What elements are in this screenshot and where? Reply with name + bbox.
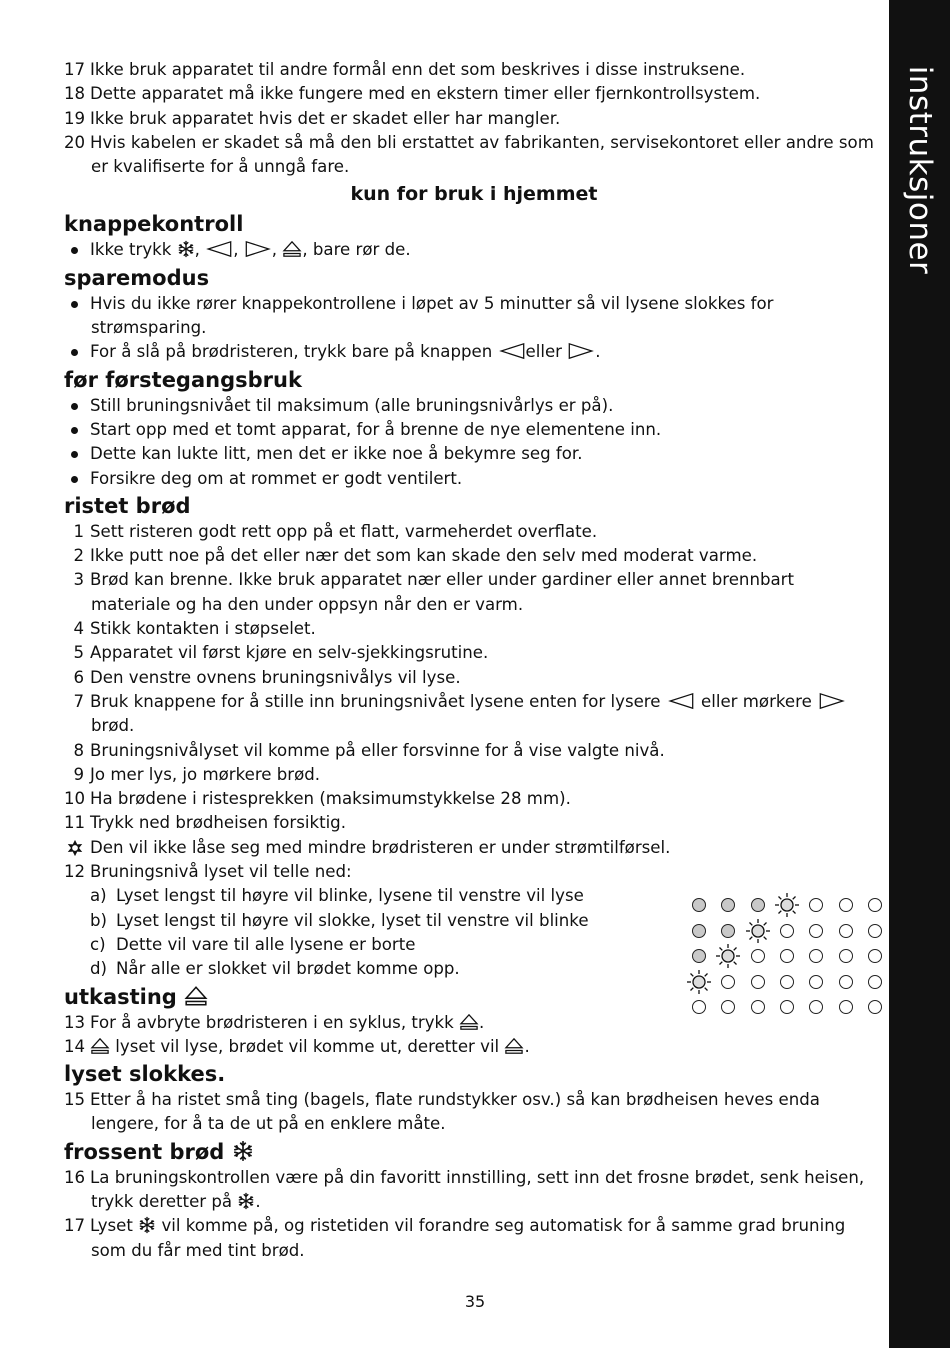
left-arrow-icon [666,692,696,710]
list-item: 8 Bruningsnivålyset vil komme på eller forsvinne for å vise valgte nivå. [73,740,665,760]
light-off [868,975,882,989]
list-item: 2 Ikke putt noe på det eller nær det som kan skade den selv med moderat varme. [73,546,758,566]
light-off [809,924,823,938]
eject-icon [459,1013,479,1031]
list-item: 7 Bruk knappene for å stille inn bruningsnivået lysene enten for lysere eller mørkere [64,690,884,714]
page-number: 35 [464,1292,486,1311]
list-item: 1 Sett risteren godt rett opp på et flatt, varmeherdet overflate. [73,521,598,541]
list-item: 4 Stikk kontakten i støpselet. [73,619,316,639]
light-off [780,975,794,989]
eject-icon [504,1037,524,1055]
section-heading: frossent brød [64,1137,884,1166]
bullet-item-continuation: strømsparing. [91,318,207,338]
bullet-dot [71,476,78,483]
list-item-continuation: trykk deretter på . [91,1191,261,1211]
blinking-light-icon [686,969,712,995]
list-item: 3 Brød kan brenne. Ikke bruk apparatet nær eller under gardiner eller annet brennbart [73,570,794,590]
section-heading: utkasting [64,982,884,1011]
sidebar-title: instruksjoner [901,65,938,275]
list-item-continuation: lengere, for å ta de ut på en enklere måte. [91,1114,446,1134]
light-off [839,898,853,912]
content [64,58,884,1263]
sub-item: d) Når alle er slokket vil brødet komme opp. [90,959,460,979]
blinking-light-icon [715,943,741,969]
list-item: 14 lyset vil lyse, brødet vil komme ut, deretter vil . [64,1036,530,1056]
light-on [751,898,765,912]
bullet-dot [71,349,78,356]
bullet-dot [71,403,78,410]
light-off [868,1000,882,1014]
eject-icon [282,240,302,258]
light-on [692,949,706,963]
list-item: 19 Ikke bruk apparatet hvis det er skadet eller har mangler. [64,108,561,128]
bullet-item: Forsikre deg om at rommet er godt ventilert. [64,467,884,491]
bullet-item: Dette kan lukte litt, men det er ikke noe å bekymre seg for. [64,442,884,466]
list-item: 9 Jo mer lys, jo mørkere brød. [73,764,321,784]
light-off [721,975,735,989]
section-heading: knappekontroll [64,212,244,237]
list-item: 12 Bruningsnivå lyset vil telle ned: [64,862,352,882]
light-off [780,949,794,963]
snowflake-icon [177,240,195,258]
bullet-item: For å slå på brødristeren, trykk bare på knappen eller . [64,340,884,364]
list-item-continuation: materiale og ha den under oppsyn når den er varm. [91,594,524,614]
light-off [809,975,823,989]
snowflake-icon [232,1140,254,1162]
bullet-dot [71,301,78,308]
left-arrow-icon [498,342,526,360]
section-heading: før førstegangsbruk [64,367,302,392]
list-item: 11 Trykk ned brødheisen forsiktig. [64,813,346,833]
light-off [780,924,794,938]
snowflake-icon [237,1192,255,1210]
blinking-light-icon [745,918,771,944]
light-off [839,1000,853,1014]
right-arrow-icon [817,692,847,710]
list-item-continuation: som du får med tint brød. [91,1240,305,1260]
list-item: 15 Etter å ha ristet små ting (bagels, flate rundstykker osv.) så kan brødheisen heves enda [64,1090,820,1110]
list-item: 6 Den venstre ovnens bruningsnivålys vil lyse. [73,667,461,687]
bullet-item: Start opp med et tomt apparat, for å brenne de nye elementene inn. [64,418,884,442]
blinking-light-icon [774,892,800,918]
light-off [780,1000,794,1014]
section-subtitle: kun for bruk i hjemmet [350,183,598,206]
list-item: 5 Apparatet vil først kjøre en selv-sjekkingsrutine. [73,643,489,663]
light-on [721,924,735,938]
light-off [868,898,882,912]
light-on [692,898,706,912]
eject-icon [184,985,208,1007]
light-off [751,949,765,963]
sub-item: c) Dette vil vare til alle lysene er borte [90,934,416,954]
bullet-dot [71,427,78,434]
light-on [692,924,706,938]
star-icon [66,839,84,857]
right-arrow-icon [244,240,272,258]
left-arrow-icon [205,240,233,258]
light-off [751,975,765,989]
list-item: 18 Dette apparatet må ikke fungere med en ekstern timer eller fjernkontrollsystem. [64,84,761,104]
list-item: 17 Lyset vil komme på, og ristetiden vil forandre seg automatisk for å samme grad bruning [64,1216,846,1236]
light-off [868,924,882,938]
list-item-continuation: brød. [91,716,135,736]
light-off [692,1000,706,1014]
light-off [868,949,882,963]
bullet-item: Ikke trykk , , , , bare rør de. [64,238,884,262]
list-item: 17 Ikke bruk apparatet til andre formål enn det som beskrives i disse instruksene. [64,60,746,79]
light-off [839,949,853,963]
section-heading: ristet brød [64,493,191,518]
sub-item: b) Lyset lengst til høyre vil slokke, lyset til venstre vil blinke [90,910,589,930]
list-item: 20 Hvis kabelen er skadet så må den bli erstattet av fabrikanten, servisekontoret eller andre som [64,132,874,152]
bullet-item: Still bruningsnivået til maksimum (alle bruningsnivårlys er på). [64,394,884,418]
right-arrow-icon [567,342,595,360]
warning-item: Den vil ikke låse seg med mindre brødristeren er under strømtilførsel. [64,836,884,860]
light-off [839,975,853,989]
eject-icon [90,1037,110,1055]
bullet-item: Hvis du ikke rører knappekontrollene i løpet av 5 minutter så vil lysene slokkes for [64,292,884,316]
section-heading: lyset slokkes. [64,1062,226,1087]
list-item: 16 La bruningskontrollen være på din favoritt innstilling, sett inn det frosne brødet, senk heisen, [64,1167,865,1187]
section-heading: sparemodus [64,265,210,290]
snowflake-icon [138,1216,156,1234]
bullet-dot [71,247,78,254]
light-off [751,1000,765,1014]
list-item: 10 Ha brødene i ristesprekken (maksimumstykkelse 28 mm). [64,789,571,809]
light-off [839,924,853,938]
bullet-dot [71,451,78,458]
list-item-continuation: er kvalifiserte for å unngå fare. [91,157,350,177]
list-item: 13 For å avbryte brødristeren i en syklus, trykk . [64,1012,485,1032]
sub-item: a) Lyset lengst til høyre vil blinke, lysene til venstre vil lyse [90,886,584,906]
